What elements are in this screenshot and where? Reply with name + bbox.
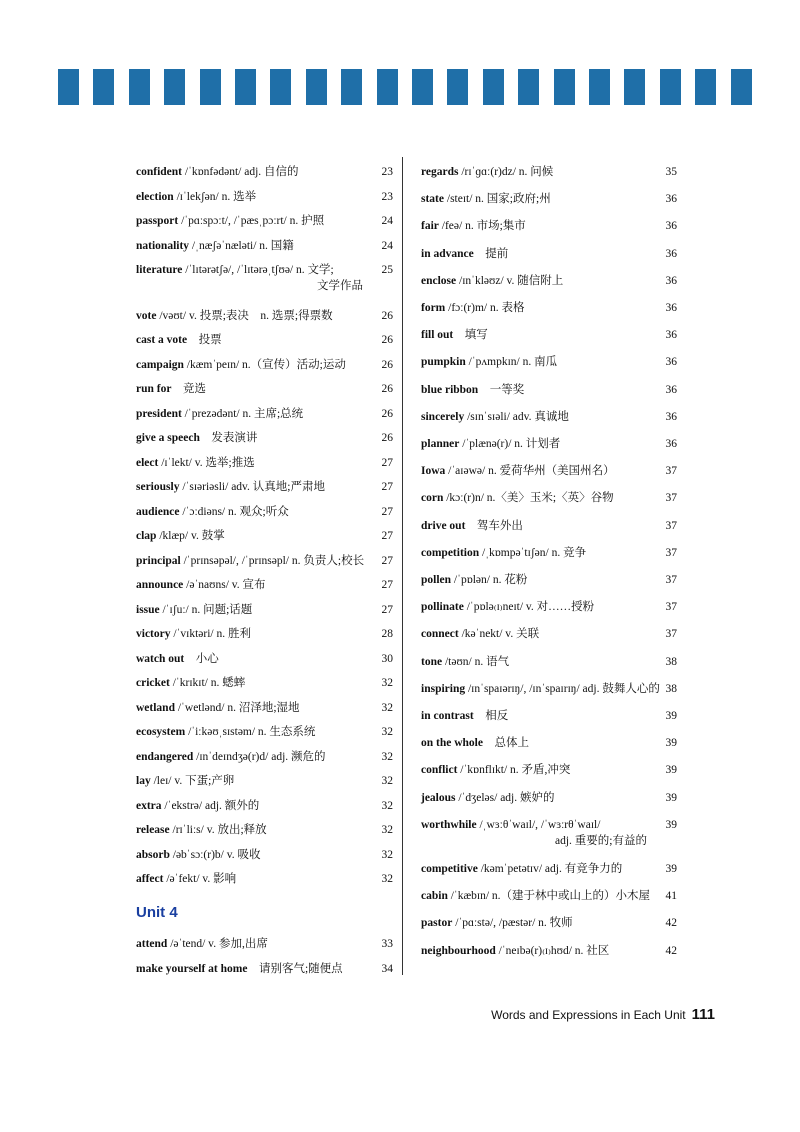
page-number: 111 bbox=[691, 1006, 715, 1023]
header-decor-block bbox=[377, 69, 398, 105]
vocab-entry bbox=[136, 749, 393, 765]
vocab-page-ref: 25 bbox=[381, 264, 393, 276]
header-decor-block bbox=[660, 69, 681, 105]
vocab-headword: drive out bbox=[421, 519, 466, 532]
vocab-page-ref: 42 bbox=[665, 917, 677, 930]
vocab-page-ref: 36 bbox=[665, 193, 677, 206]
vocab-definition: /rɪˈliːs/ v. 放出;释放 bbox=[169, 824, 267, 836]
vocab-headword: vote bbox=[136, 309, 157, 322]
vocab-page-ref: 26 bbox=[381, 358, 393, 371]
vocab-page-ref: 27 bbox=[381, 579, 393, 591]
header-decor-block bbox=[731, 69, 752, 105]
vocab-page-ref: 37 bbox=[665, 519, 677, 532]
vocab-page-ref: 39 bbox=[665, 737, 677, 750]
header-decor-block bbox=[483, 69, 504, 105]
vocab-definition: /ˈvɪktəri/ n. 胜利 bbox=[170, 628, 251, 640]
vocab-entry bbox=[136, 602, 393, 618]
vocab-page-ref: 32 bbox=[381, 750, 393, 763]
vocab-definition: /ˈiːkəʊˌsɪstəm/ n. 生态系统 bbox=[185, 726, 316, 738]
header-decor-block bbox=[164, 69, 185, 105]
vocab-headword: literature bbox=[136, 264, 183, 276]
vocab-page-ref: 26 bbox=[381, 383, 393, 395]
vocab-page-ref: 32 bbox=[381, 726, 393, 738]
vocab-entry bbox=[421, 518, 677, 534]
vocab-entry bbox=[421, 915, 677, 931]
vocab-definition: /əˈnaʊns/ v. 宣布 bbox=[183, 579, 266, 591]
vocab-headword: regards bbox=[421, 166, 459, 178]
vocab-headword: fill out bbox=[421, 329, 454, 342]
vocab-entry bbox=[136, 528, 393, 544]
vocab-definition: /ˈpɒlən/ n. 花粉 bbox=[451, 574, 528, 586]
vocab-headword: fair bbox=[421, 220, 439, 233]
vocab-definition: 竞选 bbox=[171, 383, 206, 395]
vocab-entry bbox=[421, 817, 677, 849]
vocab-headword: election bbox=[136, 190, 174, 203]
vocab-entry bbox=[421, 218, 677, 234]
vocab-headword: affect bbox=[136, 873, 164, 885]
vocab-headword: planner bbox=[421, 438, 460, 450]
vocab-entry bbox=[421, 300, 677, 316]
vocab-entry bbox=[136, 189, 393, 205]
vocab-page-ref: 35 bbox=[665, 166, 677, 178]
vocab-headword: attend bbox=[136, 937, 168, 950]
vocab-page-ref: 37 bbox=[665, 492, 677, 505]
vocab-headword: campaign bbox=[136, 358, 184, 371]
vocab-definition: /ɪˈlekt/ v. 选举;推选 bbox=[158, 456, 255, 469]
header-decor-block bbox=[589, 69, 610, 105]
vocab-page-ref: 33 bbox=[381, 937, 393, 950]
vocab-page-ref: 32 bbox=[381, 775, 393, 787]
vocab-headword: pollinate bbox=[421, 601, 464, 614]
page-footer bbox=[491, 1006, 715, 1028]
vocab-definition: /sɪnˈsɪəli/ adv. 真诚地 bbox=[464, 410, 569, 423]
vocab-definition: /əbˈsɔː(r)b/ v. 吸收 bbox=[169, 848, 261, 861]
vocab-page-ref: 37 bbox=[665, 465, 677, 478]
vocab-entry bbox=[136, 626, 393, 642]
vocab-definition: /ˈwetlənd/ n. 沼泽地;湿地 bbox=[174, 701, 300, 714]
vocab-entry bbox=[421, 463, 677, 479]
vocab-definition: /ˈplænə(r)/ n. 计划者 bbox=[459, 438, 561, 450]
vocab-definition: /ˌnæʃəˈnæləti/ n. 国籍 bbox=[189, 239, 294, 252]
vocab-definition: 小心 bbox=[184, 652, 219, 665]
vocab-entry bbox=[421, 572, 677, 588]
vocab-page-ref: 39 bbox=[665, 710, 677, 722]
vocab-definition: /ˌwɜːθˈwaɪl/, /ˈwɜːrθˈwaɪl/ bbox=[476, 818, 601, 831]
vocab-entry bbox=[136, 238, 393, 254]
vocab-headword: endangered bbox=[136, 750, 194, 763]
vocab-entry bbox=[136, 577, 393, 593]
vocab-definition: /ɪnˈspaɪərɪŋ/, /ɪnˈspaɪrɪŋ/ adj. 鼓舞人心的 bbox=[465, 682, 660, 695]
vocab-headword: nationality bbox=[136, 239, 190, 252]
vocab-definition: /kɔː(r)n/ n.〈美〉玉米;〈英〉谷物 bbox=[443, 492, 614, 505]
vocab-page-ref: 41 bbox=[665, 890, 677, 903]
vocab-headword: in contrast bbox=[421, 710, 474, 722]
vocab-page-ref: 27 bbox=[381, 530, 393, 542]
vocab-headword: ecosystem bbox=[136, 726, 186, 738]
vocab-headword: confident bbox=[136, 166, 182, 178]
vocab-entry bbox=[421, 382, 677, 398]
vocab-page-ref: 39 bbox=[665, 818, 677, 831]
vocab-definition: /leɪ/ v. 下蛋;产卵 bbox=[150, 775, 235, 787]
vocab-definition: /əˈtend/ v. 参加,出席 bbox=[167, 937, 268, 950]
vocab-headword: competitive bbox=[421, 863, 478, 875]
footer-title: Words and Expressions in Each Unit bbox=[491, 1008, 686, 1022]
vocab-headword: elect bbox=[136, 456, 159, 469]
vocab-definition: /ˈpɒlə₍ɪ₎neɪt/ v. 对……授粉 bbox=[463, 601, 595, 614]
vocab-page-ref: 27 bbox=[381, 554, 393, 567]
vocab-page-ref: 28 bbox=[381, 628, 393, 640]
vocab-headword: worthwhile bbox=[421, 818, 477, 831]
header-decor-block bbox=[624, 69, 645, 105]
vocab-entry bbox=[136, 961, 393, 977]
vocab-headword: corn bbox=[421, 492, 444, 505]
vocab-page-ref: 42 bbox=[665, 944, 677, 957]
vocab-page-ref: 36 bbox=[665, 383, 677, 396]
vocab-entry bbox=[136, 262, 393, 294]
vocab-definition: /ˈkɒnflɪkt/ n. 矛盾,冲突 bbox=[457, 764, 571, 777]
vocab-entry bbox=[421, 409, 677, 425]
vocab-definition: 总体上 bbox=[482, 737, 529, 750]
vocab-definition: /ɪnˈkləʊz/ v. 随信附上 bbox=[456, 274, 564, 287]
vocab-definition: /ˈekstrə/ adj. 额外的 bbox=[161, 799, 260, 812]
vocab-entry bbox=[421, 626, 677, 642]
vocab-definition: 驾车外出 bbox=[465, 519, 523, 532]
vocab-entry bbox=[421, 436, 677, 452]
vocab-headword: pollen bbox=[421, 574, 452, 586]
vocab-page-ref: 23 bbox=[381, 166, 393, 178]
vocab-definition: /əˈfekt/ v. 影响 bbox=[163, 873, 237, 885]
vocab-definition: 投票 bbox=[187, 334, 222, 346]
vocab-headword: pastor bbox=[421, 917, 453, 930]
vocab-page-ref: 32 bbox=[381, 701, 393, 714]
header-decor-block bbox=[341, 69, 362, 105]
vocab-headword: Iowa bbox=[421, 465, 446, 478]
header-decor-block bbox=[306, 69, 327, 105]
vocab-definition: 提前 bbox=[473, 247, 509, 260]
vocab-entry bbox=[136, 700, 393, 716]
vocab-entry bbox=[421, 888, 677, 904]
vocab-page-ref: 37 bbox=[665, 601, 677, 614]
vocab-definition: 发表演讲 bbox=[199, 432, 258, 444]
vocab-page-ref: 36 bbox=[665, 220, 677, 233]
vocab-entry bbox=[136, 332, 393, 348]
vocab-headword: on the whole bbox=[421, 737, 483, 750]
vocab-page-ref: 27 bbox=[381, 456, 393, 469]
vocab-entry bbox=[136, 406, 393, 422]
vocab-headword: watch out bbox=[136, 652, 185, 665]
vocab-page-ref: 32 bbox=[381, 848, 393, 861]
vocab-headword: release bbox=[136, 824, 170, 836]
vocab-page-ref: 30 bbox=[381, 652, 393, 665]
vocab-entry bbox=[421, 708, 677, 724]
header-decor-block bbox=[695, 69, 716, 105]
vocab-entry bbox=[421, 354, 677, 370]
vocab-definition: /ˈɔːdiəns/ n. 观众;听众 bbox=[179, 505, 289, 518]
vocab-entry bbox=[136, 430, 393, 446]
vocab-entry bbox=[136, 936, 393, 952]
vocab-headword: in advance bbox=[421, 247, 474, 260]
vocab-page-ref: 24 bbox=[381, 215, 393, 227]
vocab-entry bbox=[136, 724, 393, 740]
vocab-definition-continued: 文学作品 bbox=[317, 280, 363, 292]
vocab-headword: principal bbox=[136, 554, 181, 567]
vocab-entry bbox=[136, 357, 393, 373]
vocab-headword: announce bbox=[136, 579, 184, 591]
header-decor-block bbox=[270, 69, 291, 105]
vocab-entry bbox=[421, 599, 677, 615]
vocab-page-ref: 39 bbox=[665, 863, 677, 875]
vocab-headword: connect bbox=[421, 628, 459, 641]
vocab-definition: /kəmˈpetətɪv/ adj. 有竞争力的 bbox=[477, 863, 623, 875]
vocab-entry bbox=[421, 191, 677, 207]
vocab-headword: give a speech bbox=[136, 432, 200, 444]
vocab-headword: absorb bbox=[136, 848, 170, 861]
vocab-headword: tone bbox=[421, 655, 443, 668]
vocab-entry bbox=[421, 246, 677, 262]
vocab-definition: /ˈkrɪkɪt/ n. 蟋蟀 bbox=[169, 677, 246, 689]
vocab-headword: cricket bbox=[136, 677, 170, 689]
vocab-headword: lay bbox=[136, 775, 151, 787]
header-decor-block bbox=[235, 69, 256, 105]
unit-heading: Unit 4 bbox=[136, 903, 178, 921]
vocab-entry bbox=[421, 654, 677, 670]
vocab-entry bbox=[136, 164, 393, 180]
vocab-entry bbox=[421, 490, 677, 506]
vocab-definition: /ˈlɪtərətʃə/, /ˈlɪtərəˌtʃʊə/ n. 文学; bbox=[182, 264, 334, 276]
vocab-entry bbox=[421, 762, 677, 778]
vocab-page-ref: 36 bbox=[665, 329, 677, 342]
vocab-headword: cast a vote bbox=[136, 334, 188, 346]
vocab-entry bbox=[136, 847, 393, 863]
vocab-definition: 相反 bbox=[473, 710, 509, 722]
vocab-headword: make yourself at home bbox=[136, 962, 248, 975]
vocab-definition: /steɪt/ n. 国家;政府;州 bbox=[444, 193, 551, 206]
vocab-definition: /ˈneɪbə(r)₍ɪ₎hʊd/ n. 社区 bbox=[495, 944, 610, 957]
vocab-page-ref: 27 bbox=[381, 481, 393, 493]
header-decor-block bbox=[518, 69, 539, 105]
vocab-page-ref: 32 bbox=[381, 677, 393, 689]
vocab-page-ref: 32 bbox=[381, 799, 393, 812]
header-decor-block bbox=[412, 69, 433, 105]
vocab-headword: wetland bbox=[136, 701, 175, 714]
vocab-page-ref: 26 bbox=[381, 432, 393, 444]
vocab-entry bbox=[421, 327, 677, 343]
vocab-definition: /ˈpʌmpkɪn/ n. 南瓜 bbox=[465, 356, 558, 369]
vocab-definition: /ˈpɑːspɔːt/, /ˈpæsˌpɔːrt/ n. 护照 bbox=[178, 215, 325, 227]
vocab-entry bbox=[136, 822, 393, 838]
vocab-definition: 一等奖 bbox=[478, 383, 525, 396]
vocab-entry bbox=[421, 164, 677, 180]
vocab-headword: passport bbox=[136, 215, 179, 227]
vocab-definition: /ˈpɑːstə/, /pæstər/ n. 牧师 bbox=[452, 917, 573, 930]
vocab-definition: /ˈkæbɪn/ n.（建于林中或山上的）小木屋 bbox=[447, 890, 651, 903]
vocab-headword: extra bbox=[136, 799, 162, 812]
vocab-page-ref: 23 bbox=[381, 190, 393, 203]
vocab-entry bbox=[136, 651, 393, 667]
column-divider bbox=[402, 157, 403, 975]
vocab-entry bbox=[136, 871, 393, 887]
vocab-headword: clap bbox=[136, 530, 157, 542]
vocab-definition: /ˈɪʃuː/ n. 问题;话题 bbox=[159, 603, 253, 616]
vocab-entry bbox=[136, 455, 393, 471]
vocab-page-ref: 26 bbox=[381, 407, 393, 420]
vocab-page-ref: 27 bbox=[381, 603, 393, 616]
header-decor-block bbox=[129, 69, 150, 105]
vocab-headword: enclose bbox=[421, 274, 457, 287]
vocab-definition: /kæmˈpeɪn/ n.（宣传）活动;运动 bbox=[183, 358, 346, 371]
vocab-definition: /ɪnˈdeɪndʒə(r)d/ adj. 濒危的 bbox=[193, 750, 326, 763]
header-decor-block bbox=[93, 69, 114, 105]
header-decor-block bbox=[58, 69, 79, 105]
vocab-definition: /fɔː(r)m/ n. 表格 bbox=[445, 302, 525, 314]
vocab-headword: audience bbox=[136, 505, 180, 518]
vocab-headword: run for bbox=[136, 383, 172, 395]
vocab-entry bbox=[136, 798, 393, 814]
vocab-definition-continued: adj. 重要的;有益的 bbox=[555, 834, 647, 847]
vocab-definition: /təʊn/ n. 语气 bbox=[442, 655, 510, 668]
vocab-definition: 请别客气;随便点 bbox=[247, 962, 343, 975]
vocab-page-ref: 34 bbox=[381, 962, 393, 975]
vocab-entry bbox=[136, 213, 393, 229]
vocab-page-ref: 36 bbox=[665, 438, 677, 450]
vocab-page-ref: 38 bbox=[665, 655, 677, 668]
vocab-definition: /ɪˈlekʃən/ n. 选举 bbox=[173, 190, 257, 203]
vocab-definition: /ˈaɪəwə/ n. 爱荷华州（美国州名） bbox=[445, 465, 615, 478]
vocab-entry bbox=[421, 943, 677, 959]
vocab-headword: victory bbox=[136, 628, 171, 640]
vocab-headword: issue bbox=[136, 603, 160, 616]
vocab-page-ref: 36 bbox=[665, 356, 677, 369]
vocab-headword: pumpkin bbox=[421, 356, 466, 369]
vocab-entry bbox=[136, 773, 393, 789]
vocab-page-ref: 37 bbox=[665, 628, 677, 641]
vocab-headword: inspiring bbox=[421, 682, 466, 695]
vocab-page-ref: 36 bbox=[665, 247, 677, 260]
vocab-entry bbox=[136, 308, 393, 324]
vocab-definition: /feə/ n. 市场;集市 bbox=[438, 220, 526, 233]
vocab-page-ref: 26 bbox=[381, 309, 393, 322]
vocab-page-ref: 39 bbox=[665, 764, 677, 777]
vocab-definition: /ˈprɪnsəpəl/, /ˈprɪnsəpl/ n. 负责人;校长 bbox=[180, 554, 365, 567]
vocab-definition: /rɪˈɡɑː(r)dz/ n. 问候 bbox=[458, 166, 554, 178]
vocab-headword: jealous bbox=[421, 791, 456, 804]
vocab-definition: /ˈdʒeləs/ adj. 嫉妒的 bbox=[455, 791, 555, 804]
vocab-page-ref: 36 bbox=[665, 302, 677, 314]
vocab-entry bbox=[136, 553, 393, 569]
vocab-entry bbox=[136, 381, 393, 397]
vocab-headword: blue ribbon bbox=[421, 383, 479, 396]
vocab-definition: /ˈsɪəriəsli/ adv. 认真地;严肃地 bbox=[179, 481, 325, 493]
vocab-headword: cabin bbox=[421, 890, 448, 903]
header-decor-block bbox=[554, 69, 575, 105]
vocab-page-ref: 27 bbox=[381, 505, 393, 518]
vocab-page-ref: 24 bbox=[381, 239, 393, 252]
vocab-page-ref: 32 bbox=[381, 873, 393, 885]
header-decor-block bbox=[447, 69, 468, 105]
vocab-entry bbox=[136, 504, 393, 520]
vocab-headword: seriously bbox=[136, 481, 180, 493]
vocab-headword: competition bbox=[421, 546, 480, 559]
vocab-definition: /klæp/ v. 鼓掌 bbox=[156, 530, 225, 542]
vocab-definition: /ˈkɒnfədənt/ adj. 自信的 bbox=[182, 166, 299, 178]
vocab-definition: /ˈprezədənt/ n. 主席;总统 bbox=[181, 407, 304, 420]
vocab-headword: sincerely bbox=[421, 410, 465, 423]
vocab-page-ref: 38 bbox=[665, 682, 677, 695]
vocab-headword: president bbox=[136, 407, 182, 420]
vocab-page-ref: 32 bbox=[381, 824, 393, 836]
vocab-page-ref: 37 bbox=[665, 574, 677, 586]
vocab-definition: 填写 bbox=[453, 329, 488, 342]
vocab-page-ref: 39 bbox=[665, 791, 677, 804]
vocab-entry bbox=[421, 545, 677, 561]
vocab-page-ref: 37 bbox=[665, 546, 677, 559]
vocab-entry bbox=[421, 790, 677, 806]
vocab-headword: form bbox=[421, 302, 446, 314]
vocab-headword: neighbourhood bbox=[421, 944, 496, 957]
vocab-definition: /vəʊt/ v. 投票;表决 n. 选票;得票数 bbox=[156, 309, 333, 322]
vocab-entry bbox=[136, 675, 393, 691]
header-decor-block bbox=[200, 69, 221, 105]
header-decor-bar bbox=[58, 69, 752, 105]
vocab-definition: /ˌkɒmpəˈtɪʃən/ n. 竞争 bbox=[479, 546, 587, 559]
vocab-entry bbox=[421, 861, 677, 877]
vocab-page-ref: 36 bbox=[665, 274, 677, 287]
vocab-page-ref: 26 bbox=[381, 334, 393, 346]
vocab-entry bbox=[136, 479, 393, 495]
vocab-entry bbox=[421, 273, 677, 289]
vocab-entry bbox=[421, 735, 677, 751]
vocab-headword: state bbox=[421, 193, 444, 206]
vocab-headword: conflict bbox=[421, 764, 458, 777]
vocab-entry bbox=[421, 681, 677, 697]
vocab-page-ref: 36 bbox=[665, 410, 677, 423]
vocab-definition: /kəˈnekt/ v. 关联 bbox=[458, 628, 540, 641]
